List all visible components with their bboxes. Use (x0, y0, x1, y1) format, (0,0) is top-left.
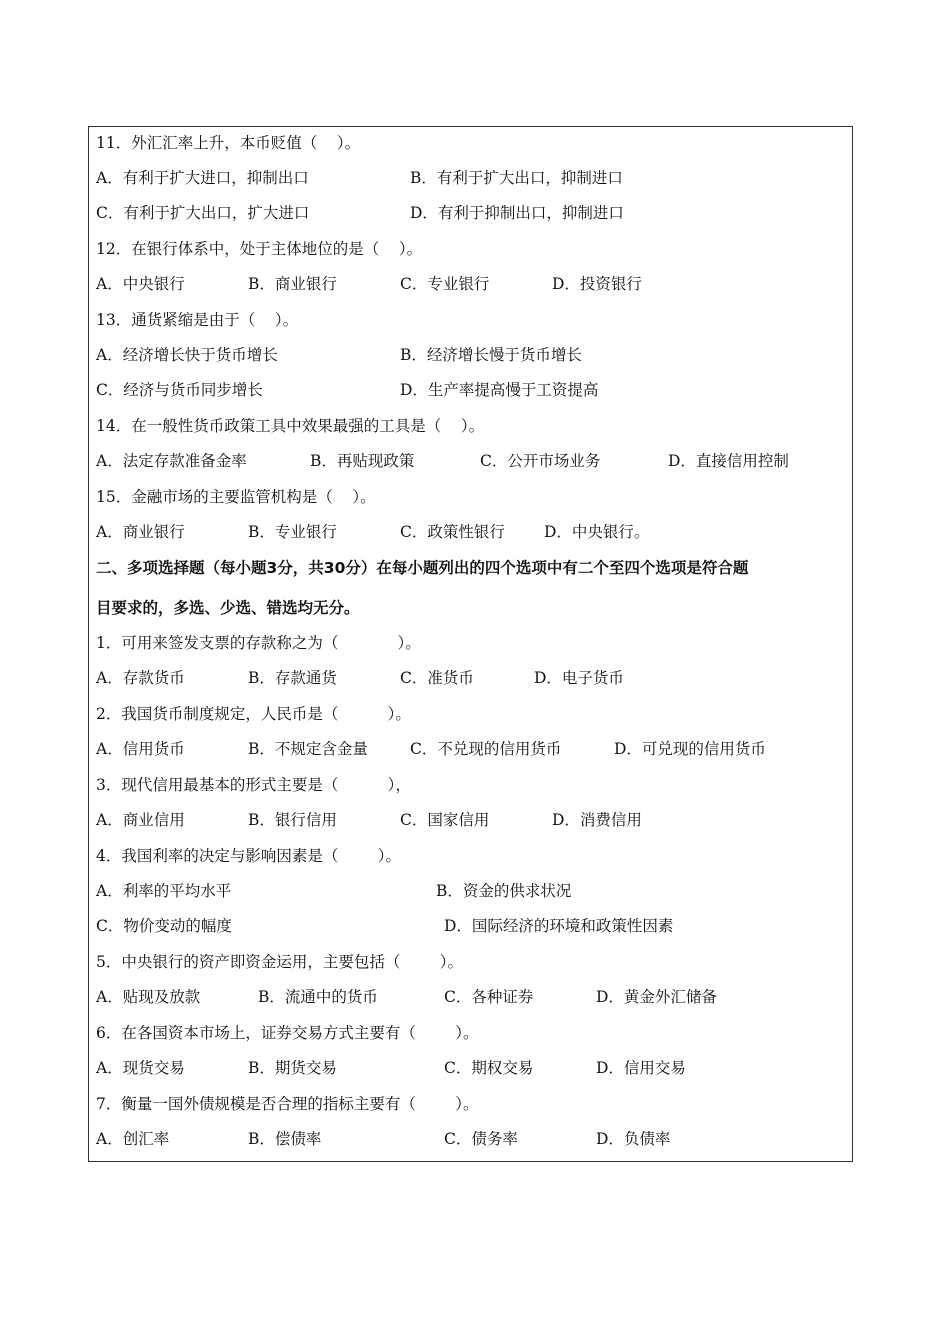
option-b: B．有利于扩大出口，抑制进口 (410, 169, 623, 187)
option-row (96, 1053, 686, 1083)
option-b: B．期货交易 (248, 1059, 337, 1077)
option-c: C．物价变动的幅度 (96, 917, 232, 935)
option-a: A．信用货币 (96, 740, 185, 758)
option-b: B．存款通货 (248, 669, 337, 687)
option-a: A．创汇率 (96, 1130, 170, 1148)
option-a: A．法定存款准备金率 (96, 452, 247, 470)
option-row (96, 446, 789, 476)
option-d: D．可兑现的信用货币 (614, 740, 766, 758)
option-d: D．负债率 (596, 1130, 671, 1148)
mc-question-6: 6．在各国资本市场上，证券交易方式主要有（ ）。 (96, 1024, 479, 1042)
option-row (96, 805, 642, 835)
option-a: A．存款货币 (96, 669, 185, 687)
option-d: D．消费信用 (552, 811, 642, 829)
option-c: C．准货币 (400, 669, 474, 687)
option-b: B．商业银行 (248, 275, 337, 293)
option-d: D．国际经济的环境和政策性因素 (444, 917, 674, 935)
option-c: C．政策性银行 (400, 523, 505, 541)
option-c: C．期权交易 (444, 1059, 534, 1077)
option-c: C．债务率 (444, 1130, 518, 1148)
option-b: B．专业银行 (248, 523, 337, 541)
question-12: 12．在银行体系中，处于主体地位的是（ ）。 (96, 240, 423, 258)
option-c: C．经济与货币同步增长 (96, 381, 263, 399)
section-heading-continued: 目要求的，多选、少选、错选均无分。 (96, 599, 360, 617)
option-row (96, 1124, 671, 1154)
option-row (96, 982, 717, 1012)
option-c: C．有利于扩大出口，扩大进口 (96, 204, 310, 222)
option-a: A．利率的平均水平 (96, 882, 232, 900)
option-b: B．再贴现政策 (310, 452, 415, 470)
option-d: D．生产率提高慢于工资提高 (400, 381, 599, 399)
option-c: C．各种证券 (444, 988, 534, 1006)
option-row (96, 734, 766, 764)
option-b: B．流通中的货币 (258, 988, 378, 1006)
mc-question-4: 4．我国利率的决定与影响因素是（ ）。 (96, 847, 402, 865)
option-c: C．国家信用 (400, 811, 490, 829)
option-row (96, 163, 623, 193)
option-d: D．投资银行 (552, 275, 642, 293)
mc-question-3: 3．现代信用最基本的形式主要是（ ）， (96, 776, 411, 794)
option-a: A．有利于扩大进口，抑制出口 (96, 169, 309, 187)
option-a: A．贴现及放款 (96, 988, 201, 1006)
option-d: D．电子货币 (534, 669, 624, 687)
option-b: B．银行信用 (248, 811, 337, 829)
option-b: B．经济增长慢于货币增长 (400, 346, 582, 364)
question-11: 11．外汇汇率上升，本币贬值（ ）。 (96, 134, 361, 152)
option-d: D．信用交易 (596, 1059, 686, 1077)
option-d: D．有利于抑制出口，抑制进口 (410, 204, 624, 222)
mc-question-2: 2．我国货币制度规定，人民币是（ ）。 (96, 705, 411, 723)
option-a: A．商业银行 (96, 523, 185, 541)
question-13: 13．通货紧缩是由于（ ）。 (96, 311, 299, 329)
option-b: B．偿债率 (248, 1130, 322, 1148)
option-a: A．经济增长快于货币增长 (96, 346, 278, 364)
option-c: C．公开市场业务 (480, 452, 601, 470)
option-row (96, 876, 572, 906)
option-d: D．直接信用控制 (668, 452, 789, 470)
mc-question-5: 5．中央银行的资产即资金运用，主要包括（ ）。 (96, 953, 464, 971)
mc-question-7: 7．衡量一国外债规模是否合理的指标主要有（ ）。 (96, 1095, 479, 1113)
question-14: 14．在一般性货币政策工具中效果最强的工具是（ ）。 (96, 417, 485, 435)
option-row (96, 269, 642, 299)
option-a: A．中央银行 (96, 275, 185, 293)
option-a: A．商业信用 (96, 811, 185, 829)
option-row (96, 517, 650, 547)
option-d: D．中央银行。 (544, 523, 650, 541)
option-d: D．黄金外汇储备 (596, 988, 717, 1006)
question-15: 15．金融市场的主要监管机构是（ ）。 (96, 488, 376, 506)
option-row (96, 663, 624, 693)
option-row (96, 375, 599, 405)
option-row (96, 911, 674, 941)
option-c: C．专业银行 (400, 275, 490, 293)
section-heading: 二、多项选择题（每小题3分，共30分）在每小题列出的四个选项中有二个至四个选项是符合题 (96, 559, 749, 577)
mc-question-1: 1．可用来签发支票的存款称之为（ ）。 (96, 634, 421, 652)
option-c: C．不兑现的信用货币 (410, 740, 562, 758)
option-row (96, 198, 624, 228)
option-a: A．现货交易 (96, 1059, 185, 1077)
option-b: B．不规定含金量 (248, 740, 368, 758)
option-row (96, 340, 582, 370)
option-b: B．资金的供求状况 (436, 882, 572, 900)
